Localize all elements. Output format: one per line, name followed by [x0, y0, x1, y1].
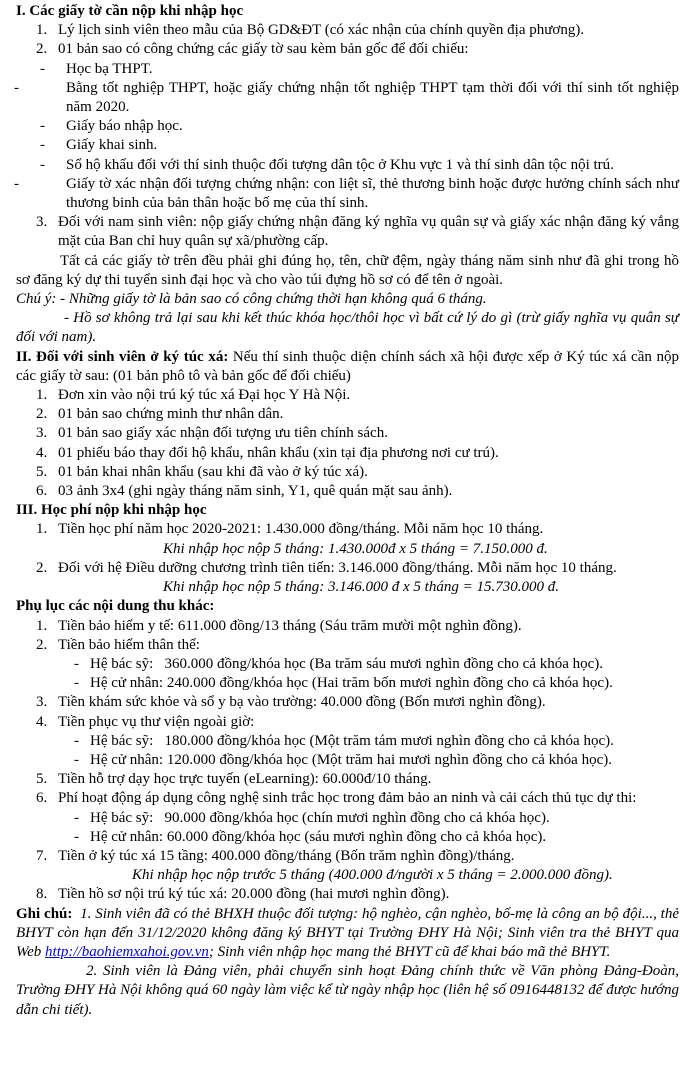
s4-item-2: 2. Tiền bảo hiểm thân thể: — [36, 636, 200, 653]
s5-note-2: 2. Sinh viên là Đảng viên, phải chuyển sinh hoạt Đảng chính thức về Văn phòng Đảng-Đoàn, Trường ĐHY Hà Nội không quá 60 ngày làm việc kể từ ngày nhập học (liên hệ số 0916448132 để được hướng dẫn chi tiết). — [16, 963, 679, 1018]
s1-note-1: Chú ý: - Những giấy tờ là bản sao có công chứng thời hạn không quá 6 tháng. — [16, 291, 487, 308]
s3-item-1: 1. Tiền học phí năm học 2020-2021: 1.430.000 đồng/tháng. Mỗi năm học 10 tháng. — [36, 521, 544, 538]
s4-item-2b: - Hệ cử nhân: 240.000 đồng/khóa học (Hai trăm bốn mươi nghìn đồng cho cả khóa học). — [74, 675, 613, 692]
section-2-title: II. Đối với sinh viên ở ký túc xá: — [16, 348, 229, 365]
s3-item-1-calc: Khi nhập học nộp 5 tháng: 1.430.000đ x 5 tháng = 7.150.000 đ. — [163, 540, 548, 557]
s1-item-2: 2. 01 bản sao có công chứng các giấy tờ sau kèm bản gốc để đối chiếu: — [36, 41, 469, 58]
s2-item: 1. Đơn xin vào nội trú ký túc xá Đại học Y Hà Nội. — [36, 387, 351, 404]
s1-dash-3: - Giấy báo nhập học. — [40, 118, 183, 135]
s4-item-6b: - Hệ cử nhân: 60.000 đồng/khóa học (sáu mươi nghìn đồng cho cả khóa học). — [74, 828, 547, 845]
s4-item-4b: - Hệ cử nhân: 120.000 đồng/khóa học (Một trăm hai mươi nghìn đồng cho cả khóa học). — [74, 751, 612, 768]
section-1-title: I. Các giấy tờ cần nộp khi nhập học — [16, 3, 244, 19]
s1-dash-1: - Học bạ THPT. — [40, 60, 153, 77]
s2-item: 6. 03 ảnh 3x4 (ghi ngày tháng năm sinh, Y1, quê quán mặt sau ảnh). — [36, 483, 453, 500]
s1-dash-4: - Giấy khai sinh. — [40, 137, 158, 154]
s1-dash-2: - Bằng tốt nghiệp THPT, hoặc giấy chứng nhận tốt nghiệp THPT tạm thời đối với thí sinh tốt nghiệp năm 2020. — [14, 79, 679, 116]
s4-item-7: 7. Tiền ở ký túc xá 15 tầng: 400.000 đồng/tháng (Bốn trăm nghìn đồng)/tháng. — [36, 847, 515, 864]
s4-item-3: 3. Tiền khám sức khỏe và sổ y bạ vào trường: 40.000 đồng (Bốn mươi nghìn đồng). — [36, 694, 546, 711]
s4-item-4: 4. Tiền phục vụ thư viện ngoài giờ: — [36, 713, 255, 730]
bhxh-website-link[interactable]: http://baohiemxahoi.gov.vn — [45, 943, 209, 960]
s2-intro: II. Đối với sinh viên ở ký túc xá: Nếu thí sinh thuộc diện chính sách xã hội được xếp ở Ký túc xá cần nộp các giấy tờ sau: (01 bản phô tô và bản gốc để đối chiếu) — [16, 348, 679, 384]
s4-item-2a: - Hệ bác sỹ: 360.000 đồng/khóa học (Ba trăm sáu mươi nghìn đồng cho cả khóa học). — [74, 655, 604, 672]
s3-item-2-calc: Khi nhập học nộp 5 tháng: 3.146.000 đ x 5 tháng = 15.730.000 đ. — [163, 579, 559, 596]
s4-item-5: 5. Tiền hỗ trợ dạy học trực tuyến (eLearning): 60.000đ/10 tháng. — [36, 771, 432, 788]
s4-item-6: 6. Phí hoạt động áp dụng công nghệ sinh trắc học trong đảm bảo an ninh và cải cách thủ tục dự thi: — [36, 790, 637, 807]
s2-item: 2. 01 bản sao chứng minh thư nhân dân. — [36, 406, 284, 423]
notes-label: Ghi chú: — [16, 905, 73, 922]
s1-note-2: - Hồ sơ không trả lại sau khi kết thúc khóa học/thôi học vì bất cứ lý do gì (trừ giấy nghĩa vụ quân sự đối với nam). — [16, 310, 679, 346]
s2-item: 4. 01 phiếu báo thay đổi hộ khẩu, nhân khẩu (xin tại địa phương nơi cư trú). — [36, 444, 499, 461]
section-3-title: III. Học phí nộp khi nhập học — [16, 502, 207, 519]
s4-item-4a: - Hệ bác sỹ: 180.000 đồng/khóa học (Một trăm tám mươi nghìn đồng cho cả khóa học). — [74, 732, 614, 749]
s4-item-1: 1. Tiền bảo hiểm y tế: 611.000 đồng/13 tháng (Sáu trăm mười một nghìn đồng). — [36, 617, 522, 634]
s4-item-6a: - Hệ bác sỹ: 90.000 đồng/khóa học (chín mươi nghìn đồng cho cả khóa học). — [74, 809, 550, 826]
s1-item-1: 1. Lý lịch sinh viên theo mẫu của Bộ GD&ĐT (có xác nhận của chính quyền địa phương). — [36, 22, 585, 39]
s1-dash-5: - Sổ hộ khẩu đối với thí sinh thuộc đối tượng dân tộc ở Khu vực 1 và thí sinh dân tộc nội trú. — [40, 156, 614, 173]
s2-item: 5. 01 bản khai nhân khẩu (sau khi đã vào ở ký túc xá). — [36, 463, 368, 480]
s1-dash-6: - Giấy tờ xác nhận đối tượng chứng nhận: con liệt sĩ, thẻ thương binh hoặc được hưởng chính sách như thương binh của bản thân hoặc bố mẹ của thí sinh. — [14, 175, 679, 212]
s2-item: 3. 01 bản sao giấy xác nhận đối tượng ưu tiên chính sách. — [36, 425, 388, 442]
s3-item-2: 2. Đối với hệ Điều dưỡng chương trình tiên tiến: 3.146.000 đồng/tháng. Mỗi năm học 10 tháng. — [36, 559, 617, 576]
section-4-title: Phụ lục các nội dung thu khác: — [16, 598, 215, 615]
s1-paragraph: Tất cả các giấy tờ trên đều phải ghi đúng họ, tên, chữ đệm, ngày tháng năm sinh như đã ghi trong hồ sơ đăng ký dự thi tuyển sinh đại học và cho vào túi đựng hồ sơ có để tên ở ngoài. — [16, 252, 679, 288]
s5-note-1: Ghi chú: 1. Sinh viên đã có thẻ BHXH thuộc đối tượng: hộ nghèo, cận nghèo, bố-mẹ là công an bộ đội..., thẻ BHYT còn hạn đến 31/12/2020 không đăng ký BHYT tại Trường ĐHY Hà Nội; Sinh viên tra thẻ BHYT qua Web http://baohiemxahoi.gov.vn; Sinh viên nhập học mang thẻ BHYT cũ để khai báo mã thẻ BHYT. — [16, 905, 680, 960]
s4-item-8: 8. Tiền hồ sơ nội trú ký túc xá: 20.000 đồng (hai mươi nghìn đồng). — [36, 886, 450, 903]
s4-item-7-calc: Khi nhập học nộp trước 5 tháng (400.000 đ/người x 5 tháng = 2.000.000 đồng). — [132, 867, 613, 884]
s1-item-3: 3. Đối với nam sinh viên: nộp giấy chứng nhận đăng ký nghĩa vụ quân sự và giấy xác nhận đăng ký vắng mặt của Ban chỉ huy quân sự xã/phường cấp. — [36, 214, 679, 250]
